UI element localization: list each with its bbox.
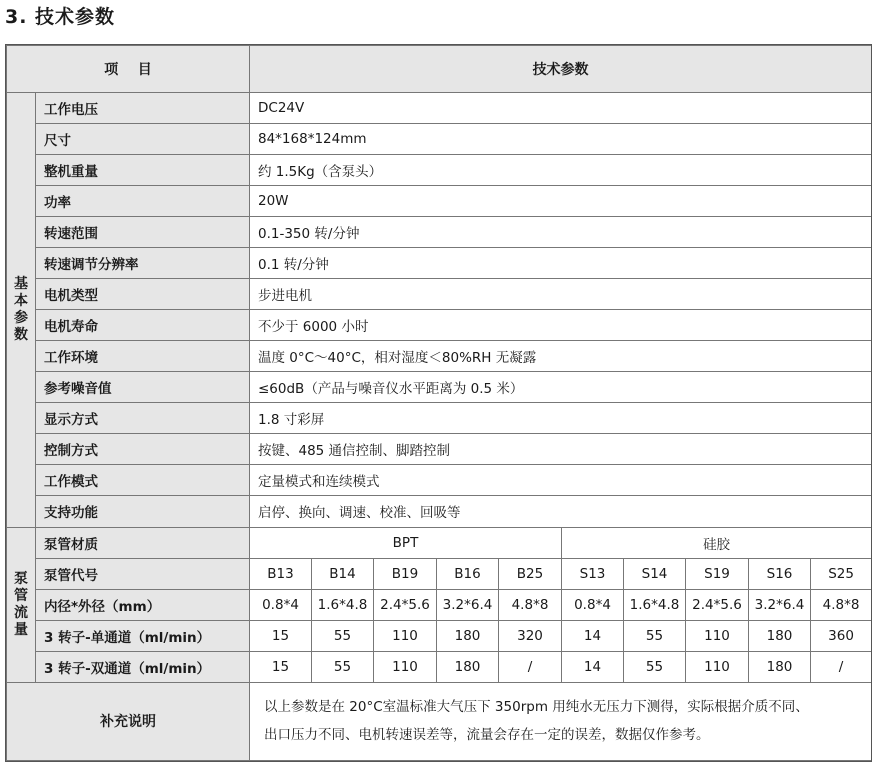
- flow-single-cell: 110: [374, 620, 437, 651]
- param-value: 1.8 寸彩屏: [250, 403, 872, 434]
- param-value: 步进电机: [250, 279, 872, 310]
- tube-code-cell: S14: [624, 558, 686, 589]
- tube-diameter-cell: 2.4*5.6: [374, 589, 437, 620]
- flow-single-cell: 14: [562, 620, 624, 651]
- param-label: 支持功能: [36, 496, 250, 527]
- param-label: 尺寸: [36, 124, 250, 155]
- tube-code-cell: S16: [749, 558, 811, 589]
- param-label: 控制方式: [36, 434, 250, 465]
- flow-dual-cell: /: [811, 651, 872, 682]
- param-value: 0.1 转/分钟: [250, 248, 872, 279]
- tube-code-cell: B16: [437, 558, 499, 589]
- param-value: 温度 0°C～40°C，相对湿度＜80%RH 无凝露: [250, 341, 872, 372]
- tube-code-cell: S19: [686, 558, 749, 589]
- param-label: 转速调节分辨率: [36, 248, 250, 279]
- flow-dual-cell: 180: [749, 651, 811, 682]
- param-value: 20W: [250, 186, 872, 217]
- tube-diameter-cell: 0.8*4: [562, 589, 624, 620]
- material-silicone: 硅胶: [562, 527, 872, 558]
- param-value: 不少于 6000 小时: [250, 310, 872, 341]
- tube-code-cell: B25: [499, 558, 562, 589]
- param-label: 显示方式: [36, 403, 250, 434]
- flow-dual-cell: /: [499, 651, 562, 682]
- group-basic: 基本参数: [7, 93, 36, 527]
- material-bpt: BPT: [250, 527, 562, 558]
- group-flow: 泵管流量: [7, 527, 36, 682]
- tube-code-cell: B13: [250, 558, 312, 589]
- param-label: 功率: [36, 186, 250, 217]
- param-label: 整机重量: [36, 155, 250, 186]
- flow-single-cell: 55: [312, 620, 374, 651]
- section-title: 3. 技术参数: [5, 6, 116, 28]
- tube-code-cell: B14: [312, 558, 374, 589]
- param-label: 工作模式: [36, 465, 250, 496]
- note-line: 以上参数是在 20°C室温标准大气压下 350rpm 用纯水无压力下测得，实际根据介质不同、: [264, 699, 809, 716]
- tube-code-cell: S25: [811, 558, 872, 589]
- flow-dual-cell: 14: [562, 651, 624, 682]
- flow-dual-cell: 15: [250, 651, 312, 682]
- flow-single-cell: 360: [811, 620, 872, 651]
- param-label: 电机类型: [36, 279, 250, 310]
- flow-dual-cell: 110: [374, 651, 437, 682]
- flow-single-cell: 55: [624, 620, 686, 651]
- param-value: 0.1-350 转/分钟: [250, 217, 872, 248]
- flow-dual-cell: 110: [686, 651, 749, 682]
- tube-diameter-cell: 1.6*4.8: [312, 589, 374, 620]
- flow-single-cell: 180: [437, 620, 499, 651]
- tube-diameter-cell: 1.6*4.8: [624, 589, 686, 620]
- tube-diameter-cell: 4.8*8: [499, 589, 562, 620]
- tube-code-label: 泵管代号: [36, 558, 250, 589]
- header-params: 技术参数: [250, 46, 872, 93]
- param-label: 参考噪音值: [36, 372, 250, 403]
- flow-single-label: 3 转子-单通道（ml/min）: [36, 620, 250, 651]
- tube-diameter-cell: 4.8*8: [811, 589, 872, 620]
- param-value: 按键、485 通信控制、脚踏控制: [250, 434, 872, 465]
- tube-code-cell: S13: [562, 558, 624, 589]
- header-item: 项 目: [7, 46, 250, 93]
- flow-single-cell: 110: [686, 620, 749, 651]
- tube-diameter-cell: 0.8*4: [250, 589, 312, 620]
- flow-dual-cell: 55: [624, 651, 686, 682]
- tube-diameter-cell: 3.2*6.4: [749, 589, 811, 620]
- param-label: 转速范围: [36, 217, 250, 248]
- table-frame: [5, 44, 872, 762]
- note-line: 出口压力不同、电机转速误差等，流量会存在一定的误差，数据仅作参考。: [264, 727, 710, 744]
- flow-single-cell: 320: [499, 620, 562, 651]
- note-label: 补充说明: [7, 682, 250, 760]
- param-value: 约 1.5Kg（含泵头）: [250, 155, 872, 186]
- flow-single-cell: 180: [749, 620, 811, 651]
- flow-dual-cell: 180: [437, 651, 499, 682]
- param-label: 工作环境: [36, 341, 250, 372]
- flow-dual-label: 3 转子-双通道（ml/min）: [36, 651, 250, 682]
- param-value: ≤60dB（产品与噪音仪水平距离为 0.5 米）: [250, 372, 872, 403]
- param-value: DC24V: [250, 93, 872, 124]
- tube-diameter-cell: 2.4*5.6: [686, 589, 749, 620]
- param-value: 启停、换向、调速、校准、回吸等: [250, 496, 872, 527]
- material-label: 泵管材质: [36, 527, 250, 558]
- param-label: 电机寿命: [36, 310, 250, 341]
- tube-diameter-label: 内径*外径（mm）: [36, 589, 250, 620]
- param-value: 84*168*124mm: [250, 124, 872, 155]
- tube-code-cell: B19: [374, 558, 437, 589]
- param-label: 工作电压: [36, 93, 250, 124]
- flow-dual-cell: 55: [312, 651, 374, 682]
- param-value: 定量模式和连续模式: [250, 465, 872, 496]
- flow-single-cell: 15: [250, 620, 312, 651]
- tube-diameter-cell: 3.2*6.4: [437, 589, 499, 620]
